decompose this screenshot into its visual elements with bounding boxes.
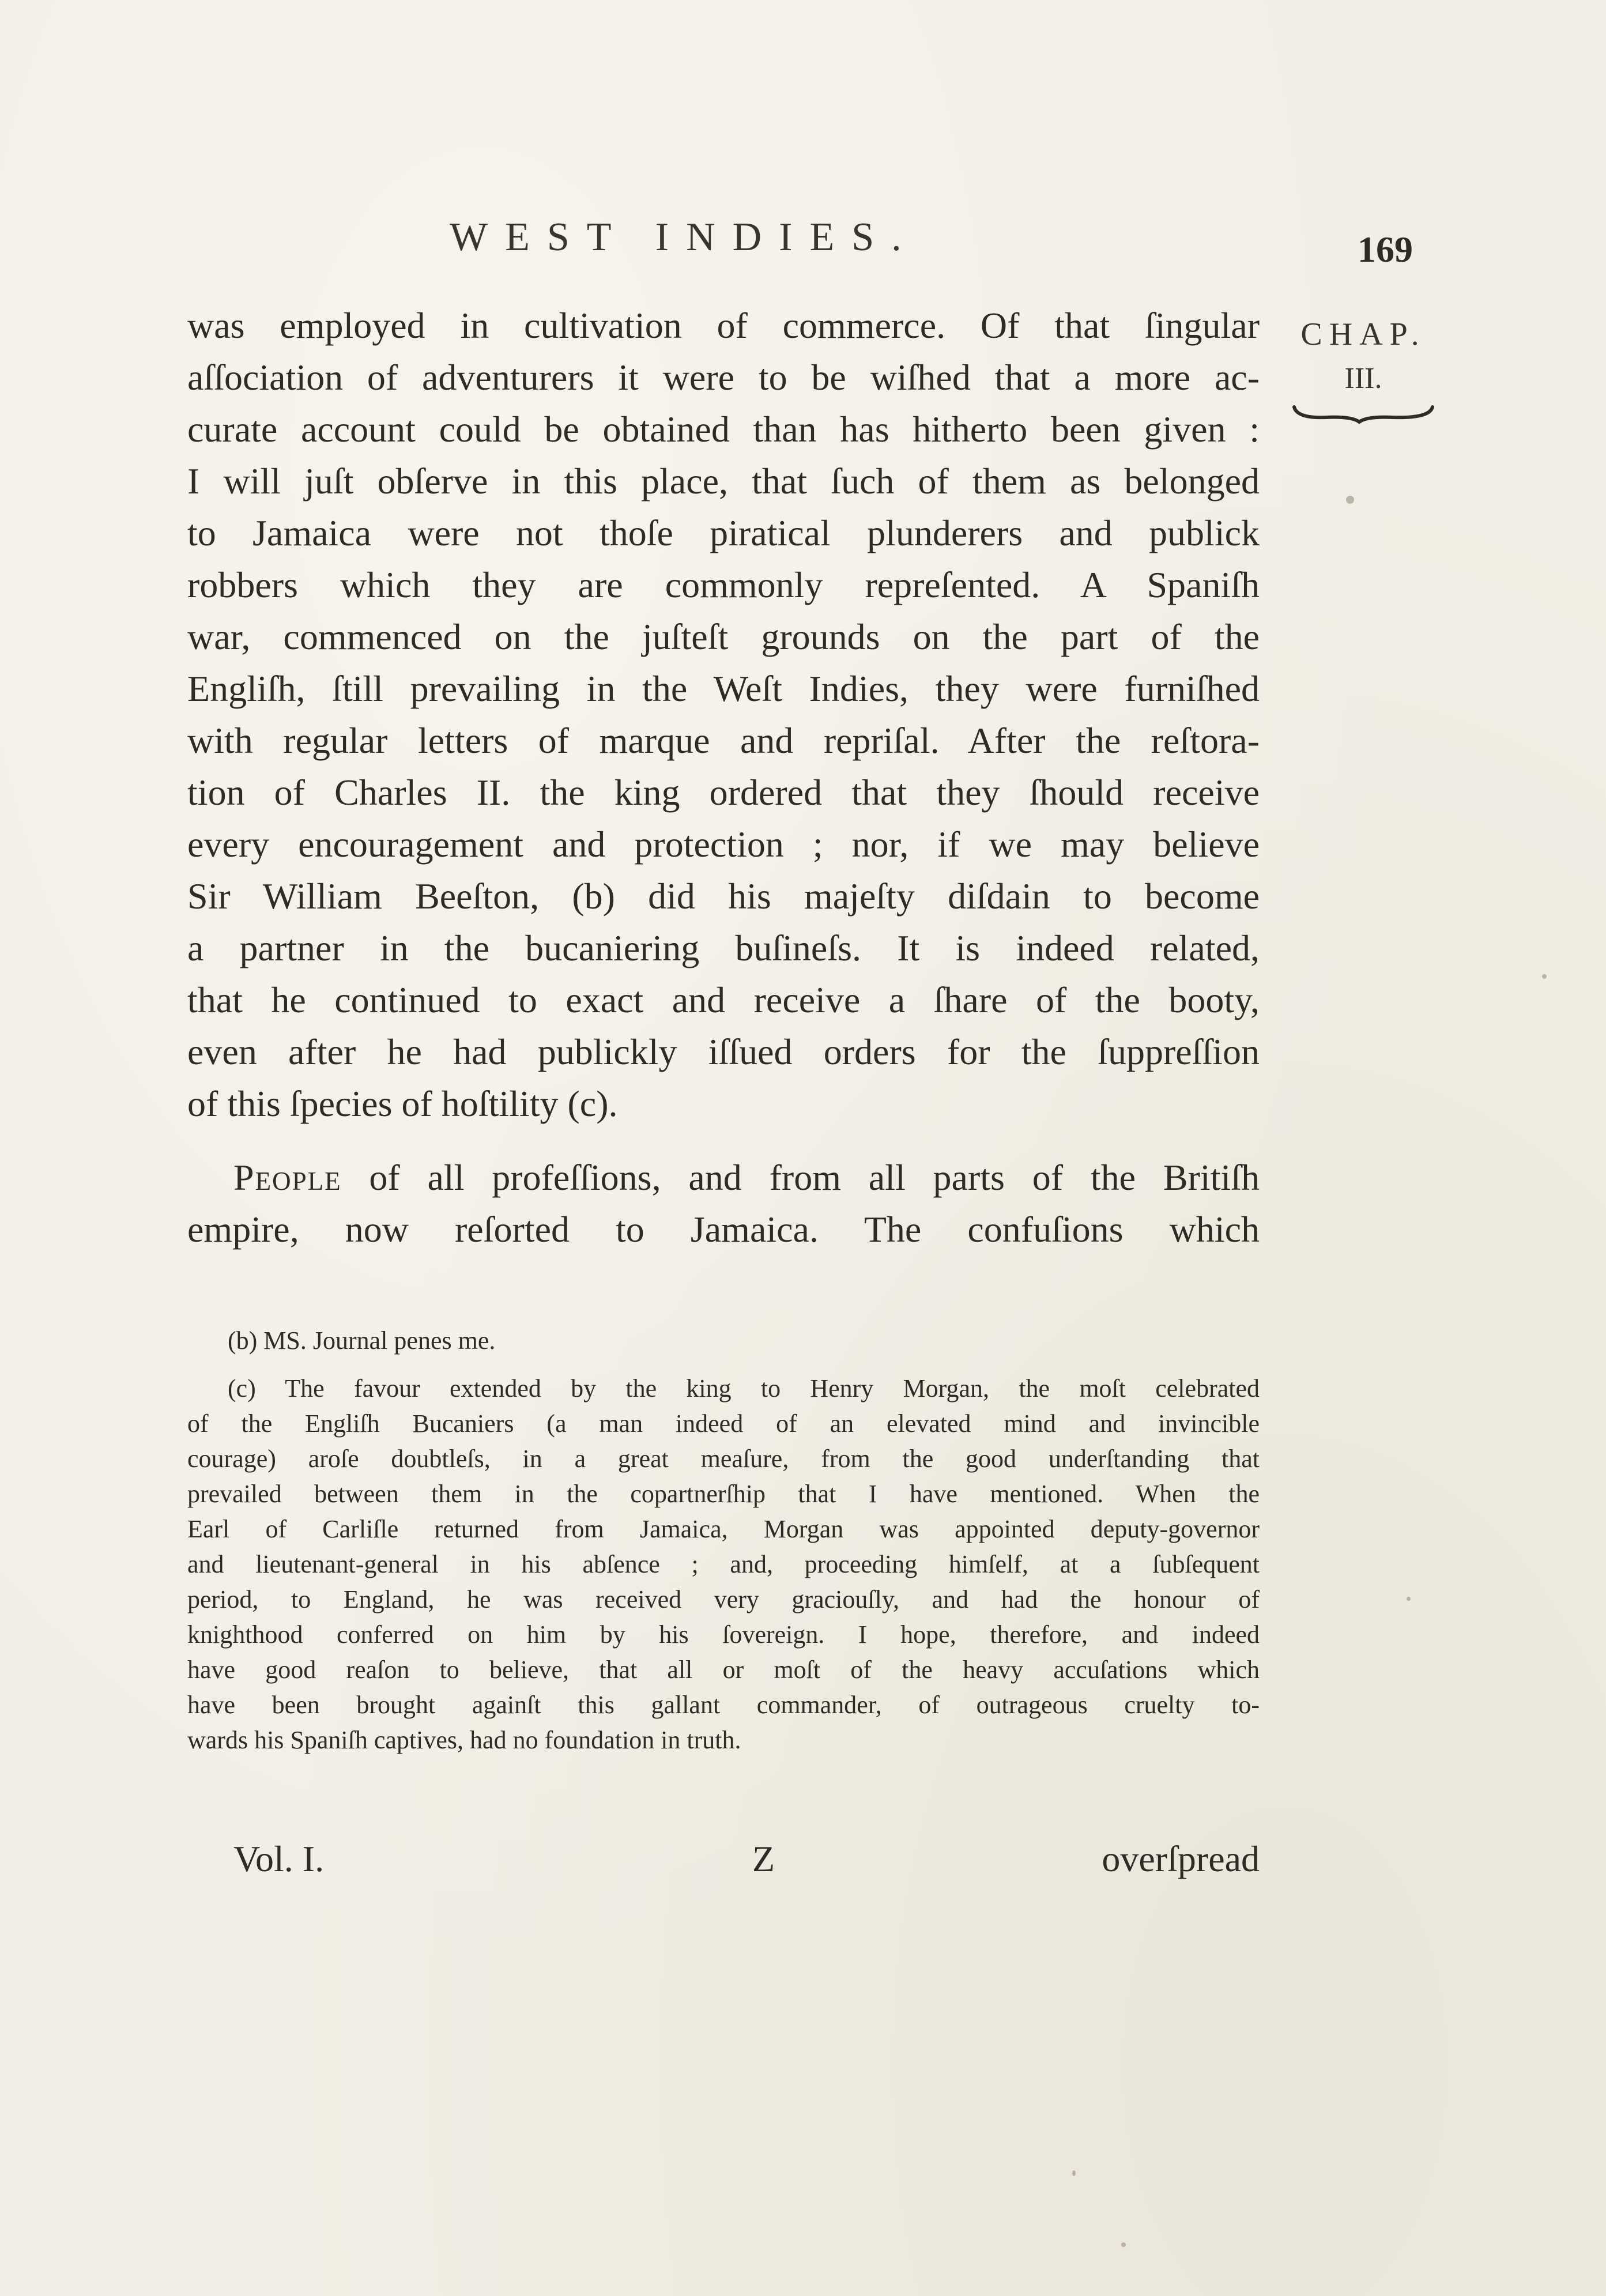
text-line [187,1152,1260,1204]
volume-mark: Vol. I. [233,1838,325,1879]
text-line: war, commenced on the juſteſt grounds on the part of the [187,616,1260,657]
page-footer [187,1838,1260,1890]
footnote-line: Earl of Carliſle returned from Jamaica, Morgan was appointed deputy-governor [187,1515,1260,1543]
text-line: tion of Charles II. the king ordered that they ſhould receive [187,772,1260,813]
chapter-marginal-note [1288,311,1438,425]
footnote-line: and lieutenant-general in his abſence ; and, proceeding himſelf, at a ſubſequent [187,1550,1260,1578]
text-line: curate account could be obtained than has hitherto been given : [187,409,1260,450]
page-number: 169 [1358,229,1413,270]
footnote-line: have been brought againſt this gallant commander, of outrageous cruelty to- [187,1691,1260,1719]
text-line: even after he had publickly iſſued orders for the ſuppreſſion [187,1031,1260,1072]
paper-speck [1346,496,1354,504]
text-line: with regular letters of marque and repriſal. After the reſtora- [187,720,1260,761]
footnote-line: period, to England, he was received very graciouſly, and had the honour of [187,1585,1260,1613]
text-line: empire, now reſorted to Jamaica. The confuſions which [187,1209,1260,1250]
text-run: of all profeſſions, and from all parts of the Britiſh [341,1157,1260,1198]
chapter-number: III. [1344,362,1382,395]
main-text [187,300,1260,1256]
footnote-line: courage) aroſe doubtleſs, in a great meaſure, from the good underſtanding that [187,1445,1260,1473]
footnote-line: have good reaſon to believe, that all or moſt of the heavy accuſations which [187,1656,1260,1684]
text-line: that he continued to exact and receive a ſhare of the booty, [187,979,1260,1020]
footnote-line: knighthood conferred on him by his ſovereign. I hope, therefore, and indeed [187,1620,1260,1649]
paper-speck [1121,2242,1126,2247]
footnote-b: (b) MS. Journal penes me. [228,1326,496,1355]
text-line: of this ſpecies of hoſtility (c). [187,1083,618,1124]
text-line: was employed in cultivation of commerce. Of that ſingular [187,305,1260,346]
signature-mark: Z [752,1838,775,1879]
paper-speck [1407,1597,1411,1601]
text-line: Engliſh, ſtill prevailing in the Weſt Indies, they were furniſhed [187,668,1260,709]
text-line: Sir William Beeſton, (b) did his majeſty diſdain to become [187,876,1260,917]
brace-ornament-icon [1291,402,1435,425]
text-line: robbers which they are commonly repreſented. A Spaniſh [187,564,1260,605]
footnote-line: of the Engliſh Bucaniers (a man indeed of an elevated mind and invincible [187,1409,1260,1438]
footnotes [187,1323,1260,1758]
catchword: overſpread [1102,1838,1260,1879]
paragraph-gap [187,1130,1260,1152]
footnote-line: wards his Spaniſh captives, had no foundation in truth. [187,1726,741,1754]
text-line: a partner in the bucaniering buſineſs. It is indeed related, [187,928,1260,968]
footnote-line: prevailed between them in the copartnerſhip that I have mentioned. When the [187,1480,1260,1508]
paragraph-opening-smallcaps: People [233,1157,342,1198]
text-line: to Jamaica were not thoſe piratical plunderers and publick [187,512,1260,553]
chapter-label: CHAP. [1300,316,1426,352]
text-line: I will juſt obſerve in this place, that ſuch of them as belonged [187,461,1260,502]
running-head: WEST INDIES. [450,215,919,259]
paper-speck [1542,974,1547,979]
paper-speck [1072,2170,1076,2176]
text-line: aſſociation of adventurers it were to be wiſhed that a more ac- [187,357,1260,398]
text-line: every encouragement and protection ; nor, if we may believe [187,824,1260,865]
footnote-line: (c) The favour extended by the king to Henry Morgan, the moſt celebrated [228,1374,1260,1403]
